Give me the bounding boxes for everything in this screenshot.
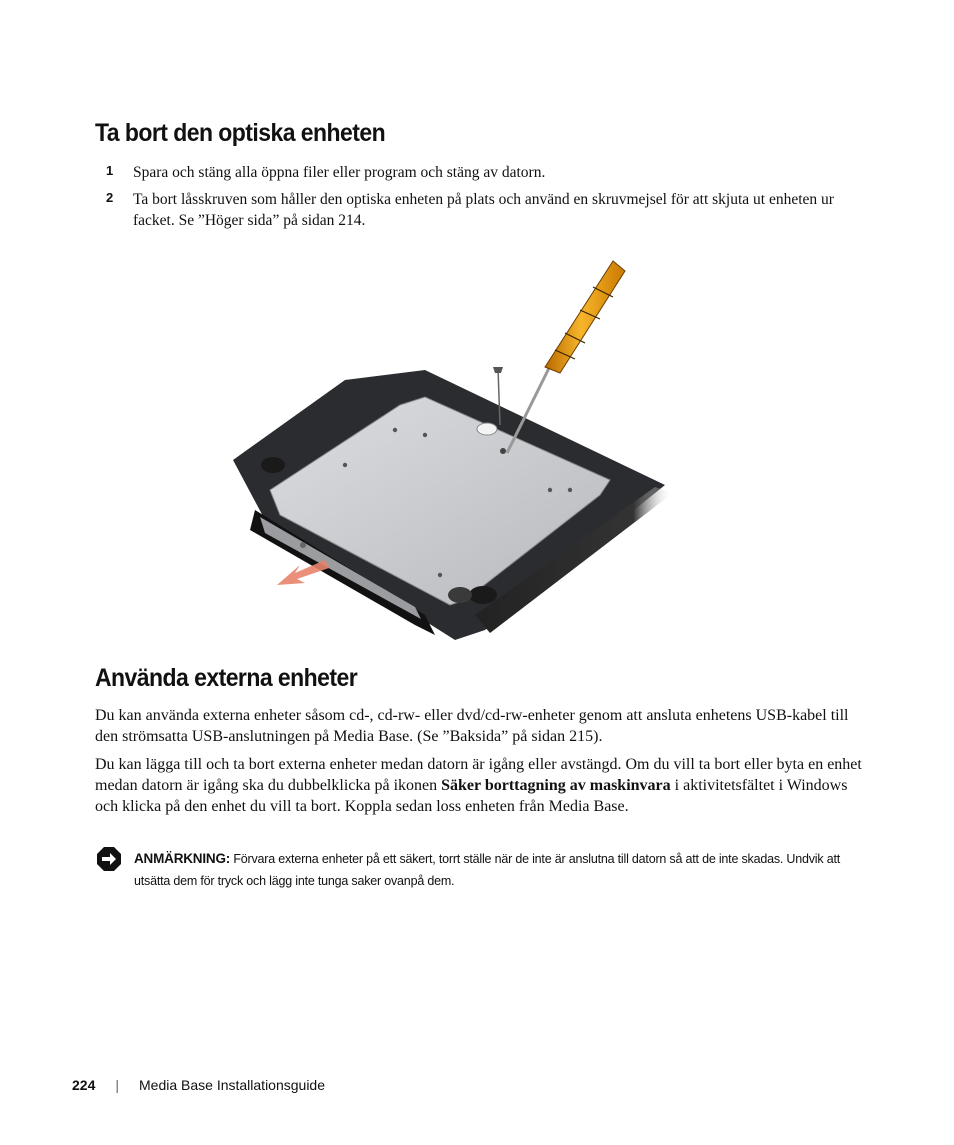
notice-label: ANMÄRKNING: xyxy=(134,851,231,866)
document-title: Media Base Installationsguide xyxy=(139,1077,326,1093)
rubber-foot xyxy=(261,457,285,473)
step-number: 2 xyxy=(106,190,114,205)
paragraph-external-devices: Du kan använda externa enheter såsom cd-, cd-rw- eller dvd/cd-rw-enheter genom att ansluta enhetens USB-kabel till den strömsatta USB-anslutningen på Media Base. (Se ”Baksida” på sidan 215). xyxy=(95,707,849,745)
section-heading-remove-optical-drive: Ta bort den optiska enheten xyxy=(95,119,386,147)
screw-hole xyxy=(477,423,497,435)
slide-out-arrow xyxy=(277,560,329,585)
step-text: Spara och stäng alla öppna filer eller program och stäng av datorn. xyxy=(133,164,546,181)
optical-drive-removal-illustration xyxy=(225,255,675,650)
notice-text: ANMÄRKNING: Förvara externa enheter på ett säkert, torrt ställe när de inte är anslutna till datorn så att de inte skadas. Undvik att utsätta dem för tryck och lägg inte tunga saker ovanpå dem. xyxy=(134,851,841,888)
page-number: 224 xyxy=(72,1077,96,1093)
eject-button xyxy=(300,542,306,548)
rubber-foot xyxy=(469,586,497,604)
step-number: 1 xyxy=(106,163,114,178)
rubber-foot xyxy=(448,587,472,603)
screwdriver-handle xyxy=(545,261,625,373)
footer-separator: | xyxy=(115,1077,119,1093)
safely-remove-hardware-label: Säker borttagning av maskinvara xyxy=(441,777,671,794)
paragraph-hot-swap: Du kan lägga till och ta bort externa enheter medan datorn är igång eller avstängd. Om du vill ta bort eller byta en enhet medan datorn är igång ska du dubbelklicka på ikonen Säker borttagning av maskinvara i aktivitetsfältet i Windows och klicka på den enhet du vill ta bort. Koppla sedan loss enheten från Media Base. xyxy=(95,756,862,815)
notice-icon xyxy=(96,846,122,872)
page-footer xyxy=(72,1077,325,1093)
step-text: Ta bort låsskruven som håller den optiska enheten på plats och använd en skruvmejsel för att skjuta ut enheten ur facket. Se ”Höger sida” på sidan 214. xyxy=(133,191,834,229)
section-heading-external-devices: Använda externa enheter xyxy=(95,664,358,692)
